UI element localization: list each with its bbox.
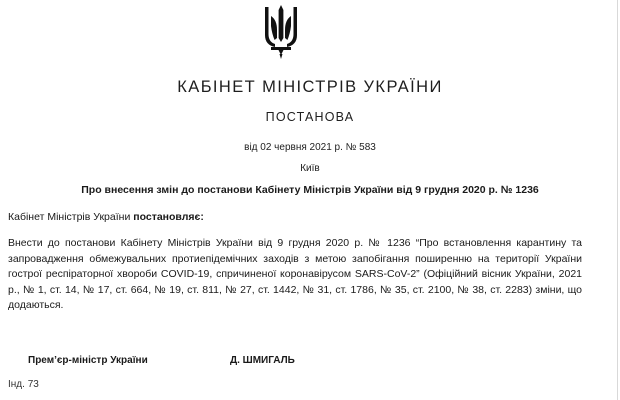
document-city: Київ <box>300 163 320 174</box>
document-type: ПОСТАНОВА <box>265 110 355 124</box>
signatory-title: Прем’єр-міністр України <box>28 355 148 366</box>
signatory-name: Д. ШМИГАЛЬ <box>230 355 295 366</box>
org-title: КАБІНЕТ МІНІСТРІВ УКРАЇНИ <box>177 78 443 96</box>
preamble <box>8 211 204 223</box>
page-border <box>617 0 618 400</box>
preamble-subject: Кабінет Міністрів України <box>8 211 131 223</box>
preamble-verb: постановляє: <box>133 211 204 223</box>
document-subject: Про внесення змін до постанови Кабінету Міністрів України від 9 грудня 2020 р. № 1236 <box>81 184 539 196</box>
trident-icon <box>262 4 300 60</box>
document-date: від 02 червня 2021 р. № 583 <box>244 142 376 153</box>
body-paragraph: Внести до постанови Кабінету Міністрів України від 9 грудня 2020 р. № 1236 “Про встановлення карантину та запровадження обмежувальних протиепідемічних заходів з метою запобігання поширенню на території України гострої респіраторної хвороби COVID-19, спричиненої коронавірусом SARS-CoV-2” (Офіційний вісник України, 2021 р., № 1, ст. 14, № 17, ст. 664, № 19, ст. 811, № 27, ст. 1442, № 31, ст. 1786, № 35, ст. 2100, № 38, ст. 2283) зміни, що додаються. <box>8 237 582 312</box>
document-index: Інд. 73 <box>8 379 39 390</box>
